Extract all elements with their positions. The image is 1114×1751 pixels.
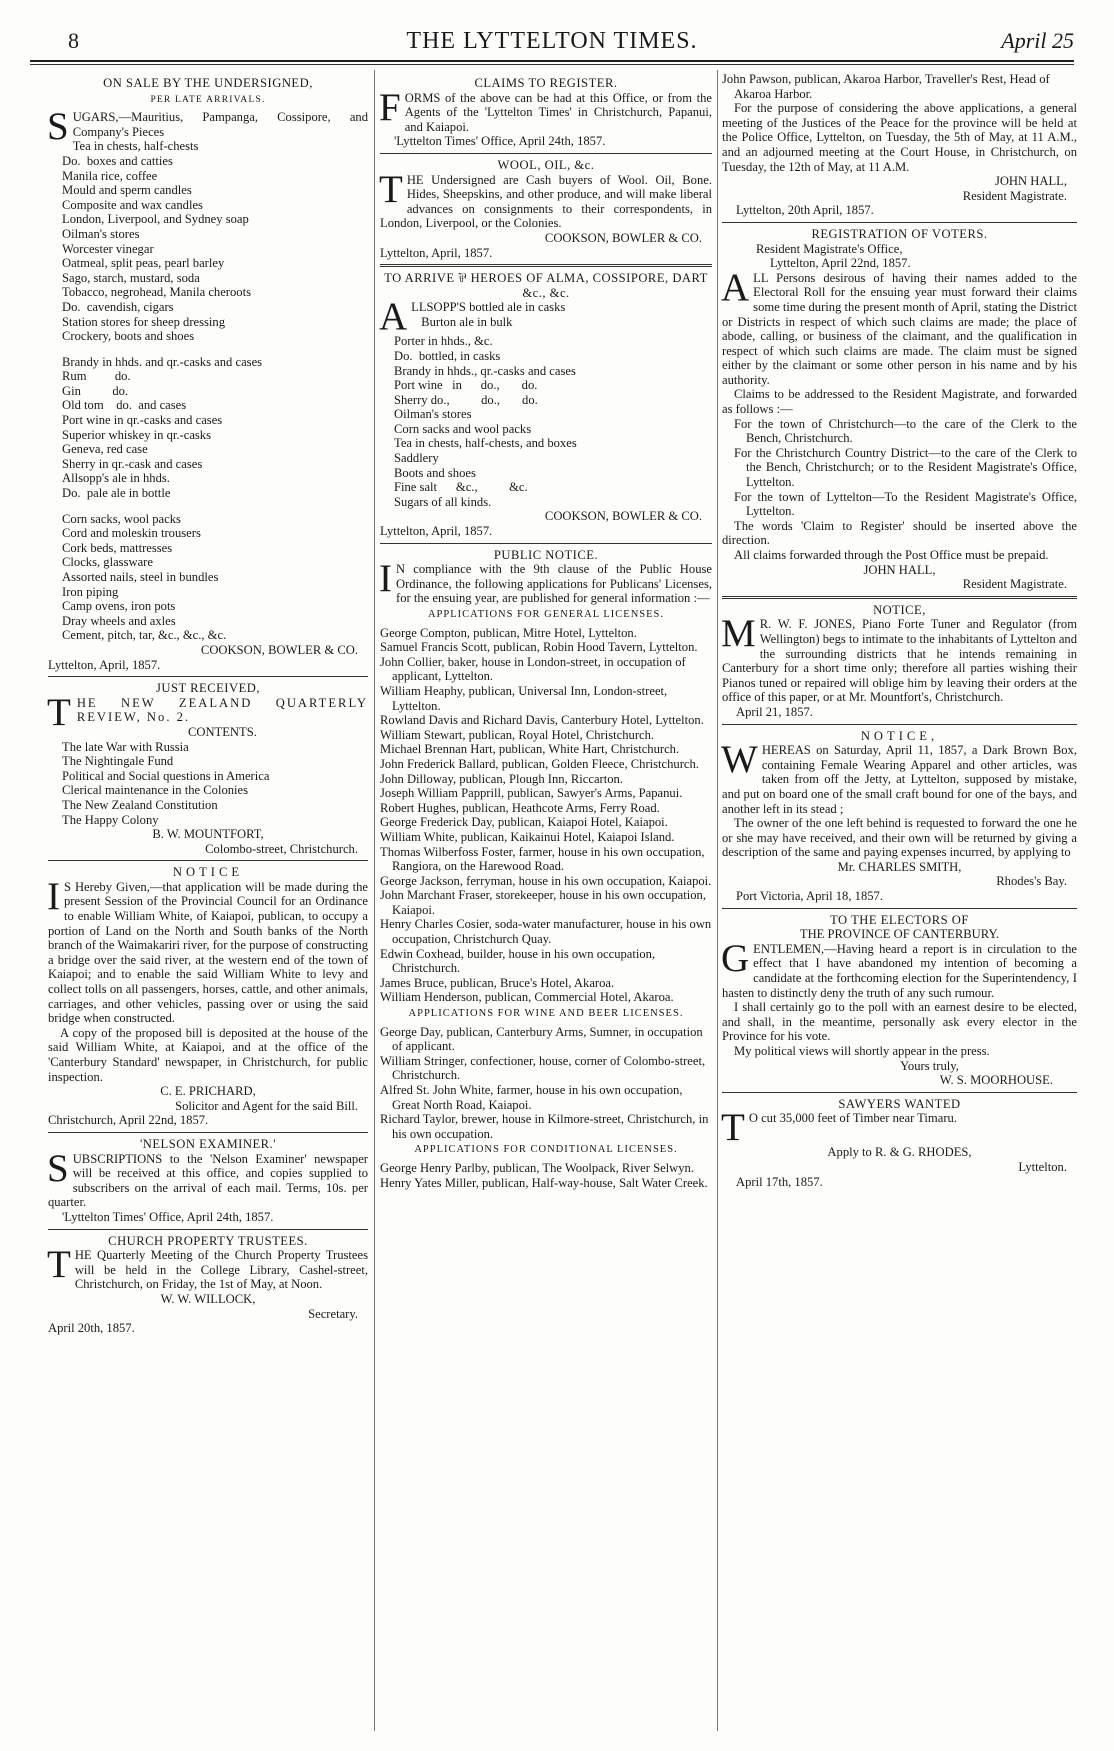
- box-signature-place: Rhodes's Bay.: [996, 874, 1067, 889]
- list-item: George Henry Parlby, publican, The Woolpack, River Selwyn.: [380, 1160, 694, 1175]
- newspaper-title: THE LYTTELTON TIMES.: [406, 28, 698, 54]
- list-item: Henry Yates Miller, publican, Half-way-house, Salt Water Creek.: [380, 1175, 708, 1190]
- arrive-items: [380, 334, 712, 509]
- church-trustees-notice: [48, 1234, 368, 1336]
- church-heading: CHURCH PROPERTY TRUSTEES.: [108, 1233, 308, 1248]
- column-rule-2: [717, 70, 718, 1731]
- list-item: William Henderson, publican, Commercial Hotel, Akaroa.: [380, 990, 674, 1005]
- review-address: Colombo-street, Christchurch.: [205, 841, 358, 856]
- list-item: Old tom do. and cases: [62, 398, 187, 413]
- list-item: Cement, pitch, tar, &c., &c., &c.: [62, 628, 227, 643]
- list-item: John Pawson, publican, Akaroa Harbor, Traveller's Rest, Head of Akaroa Harbor.: [722, 72, 1050, 101]
- list-item: Iron piping: [62, 584, 119, 599]
- electors-p3: My political views will shortly appear in the press.: [734, 1044, 990, 1058]
- review-heading: JUST RECEIVED,: [155, 681, 261, 696]
- claims-dateline: 'Lyttelton Times' Office, April 24th, 1857.: [394, 134, 606, 149]
- list-item: Mould and sperm candles: [62, 183, 192, 198]
- box-body: HEREAS on Saturday, April 11, 1857, a Dark Brown Box, containing Female Wearing Apparel and other articles, was taken from off the Jetty, at Lyttelton, supposed by mistake, and put on board one of the small craft bound for one of the bays, and another left in its stead ;: [722, 743, 1077, 816]
- list-item: Port wine in do., do.: [394, 378, 538, 393]
- list-item: William Stringer, confectioner, house, corner of Colombo-street, Christchurch.: [380, 1053, 706, 1083]
- drop-cap: A: [721, 265, 750, 309]
- drop-cap: F: [379, 85, 401, 129]
- list-item: John Dilloway, publican, Plough Inn, Riccarton.: [380, 771, 623, 786]
- wine-licenses-heading: APPLICATIONS FOR WINE AND BEER LICENSES.: [408, 1008, 684, 1020]
- box-notice: [722, 729, 1077, 904]
- list-item: Camp ovens, iron pots: [62, 599, 176, 614]
- list-item: Sherry in qr.-cask and cases: [62, 456, 203, 471]
- notice-heading: NOTICE: [172, 865, 244, 880]
- page-number: 8: [68, 28, 79, 53]
- list-item: The Nightingale Fund: [62, 754, 174, 769]
- arrive-advert: [380, 271, 712, 539]
- licenses-continuation: [722, 72, 1077, 218]
- electors-close: Yours truly,: [900, 1058, 959, 1073]
- sale-items: [48, 139, 368, 343]
- jones-heading: NOTICE,: [873, 602, 926, 617]
- drop-cap: S: [47, 105, 69, 149]
- list-item: Rowland Davis and Richard Davis, Canterbury Hotel, Lyttelton.: [380, 713, 704, 728]
- list-item: Brandy in hhds., qr.-casks and cases: [394, 363, 576, 378]
- list-item: Rum do.: [62, 369, 131, 384]
- list-item: Oilman's stores: [62, 226, 140, 241]
- voters-p2: Claims to be addressed to the Resident Magistrate, and forwarded as follows :—: [722, 387, 1077, 417]
- sale-advert: [48, 76, 368, 672]
- voters-p4: For the Christchurch Country District—to the care of the Clerk to the Bench, Christchurch; or to the Resident Magistrate's Office, Lyttelton.: [734, 445, 1077, 490]
- cont-signature: JOHN HALL,: [994, 174, 1067, 189]
- wool-signature: COOKSON, BOWLER & CO.: [544, 230, 702, 245]
- drop-cap: I: [47, 874, 60, 918]
- claims-advert: [380, 76, 712, 149]
- drop-cap: T: [379, 167, 403, 211]
- list-item: George Day, publican, Canterbury Arms, Sumner, in occupation of applicant.: [380, 1024, 703, 1054]
- voters-p6: The words 'Claim to Register' should be inserted above the direction.: [722, 518, 1077, 548]
- list-item: Tea in chests, half-chests: [72, 139, 199, 154]
- voters-p7: All claims forwarded through the Post Office must be prepaid.: [734, 548, 1049, 562]
- sawyers-advert: [722, 1097, 1077, 1189]
- arrive-first-2: Burton ale in bulk: [421, 314, 513, 329]
- list-item: Assorted nails, steel in bundles: [62, 570, 219, 584]
- voters-p3: For the town of Christchurch—to the care of the Clerk to the Bench, Christchurch.: [734, 416, 1077, 446]
- list-item: Geneva, red case: [62, 442, 148, 457]
- list-item: Robert Hughes, publican, Heathcote Arms, Ferry Road.: [380, 800, 660, 815]
- list-item: Tea in chests, half-chests, and boxes: [394, 436, 577, 451]
- sawyers-place: Lyttelton.: [1018, 1159, 1067, 1174]
- arrive-signature: COOKSON, BOWLER & CO.: [544, 509, 702, 524]
- nelson-heading: 'NELSON EXAMINER.': [140, 1136, 276, 1151]
- box-body-2: The owner of the one left behind is requested to forward the one he or she may have received, and their own will be returned by giving a description of the same and paying expenses incurred, by applying to: [722, 816, 1077, 860]
- list-item: Dray wheels and axles: [62, 613, 176, 628]
- wool-dateline: Lyttelton, April, 1857.: [380, 245, 493, 260]
- list-item: Corn sacks, wool packs: [62, 511, 181, 526]
- drop-cap: G: [721, 936, 750, 980]
- list-item: Oatmeal, split peas, pearl barley: [62, 256, 225, 271]
- list-item: John Marchant Fraser, storekeeper, house in his own occupation, Kaiapoi.: [380, 888, 706, 917]
- review-signature: B. W. MOUNTFORT,: [152, 827, 264, 842]
- voters-p5: For the town of Lyttelton—To the Resident Magistrate's Office, Lyttelton.: [734, 489, 1077, 519]
- list-item: Brandy in hhds. and qr.-casks and cases: [62, 354, 263, 369]
- list-item: Do. bottled, in casks: [394, 348, 501, 363]
- list-item: Tobacco, negrohead, Manila cheroots: [62, 285, 251, 300]
- column-1: [48, 72, 368, 1336]
- electors-signature: W. S. MOORHOUSE.: [939, 1073, 1053, 1088]
- notice-body: S Hereby Given,—that application will be made during the present Session of the Provincial Council for an Ordinance to enable William White, of Kaiapoi, publican, to occupy a portion of Land on the North and South banks of the North branch of the Waimakariri river, for the purpose of constructing a bridge over the said river, at the western end of the town of Kaiapoi; and to enable the said William White to levy and collect tolls on all passengers, horses, cattle, and other animals, carriages, and other vehicles, passing over or using the said bridge when constructed.: [48, 879, 368, 1026]
- electors-heading-2: THE PROVINCE OF CANTERBURY.: [799, 927, 1000, 942]
- box-heading: NOTICE,: [860, 728, 939, 743]
- column-rule-1: [374, 70, 375, 1731]
- list-item: Port wine in qr.-casks and cases: [62, 413, 223, 428]
- list-item: Michael Brennan Hart, publican, White Hart, Christchurch.: [380, 742, 680, 757]
- sawyers-body: O cut 35,000 feet of Timber near Timaru.: [748, 1111, 957, 1126]
- list-item: Sago, starch, mustard, soda: [62, 270, 200, 285]
- church-body: HE Quarterly Meeting of the Church Property Trustees will be held in the College Library, Cashel-street, Christchurch, on Friday, the 1st of May, at Noon.: [74, 1248, 368, 1292]
- list-item: Gin do.: [62, 383, 129, 398]
- notice-signature-role: Solicitor and Agent for the said Bill.: [175, 1098, 358, 1113]
- box-signature: Mr. CHARLES SMITH,: [837, 859, 962, 874]
- drop-cap: T: [47, 690, 73, 734]
- sale-items-spirits: [48, 355, 368, 501]
- sawyers-dateline: April 17th, 1857.: [736, 1174, 823, 1189]
- list-item: Superior whiskey in qr.-casks: [62, 427, 212, 442]
- list-item: Oilman's stores: [394, 407, 472, 422]
- column-3: [722, 72, 1077, 1189]
- sale-signature: COOKSON, BOWLER & CO.: [200, 642, 358, 657]
- list-item: Sugars of all kinds.: [394, 494, 492, 509]
- list-item: John Collier, baker, house in London-street, in occupation of applicant, Lyttelton.: [380, 654, 686, 684]
- review-advert: [48, 681, 368, 856]
- drop-cap: S: [47, 1146, 69, 1190]
- drop-cap: M: [721, 612, 756, 656]
- list-item: Boots and shoes: [394, 465, 476, 480]
- list-item: Do. boxes and catties: [62, 153, 173, 168]
- wool-advert: [380, 158, 712, 260]
- list-item: Manila rice, coffee: [62, 168, 158, 183]
- electors-body: ENTLEMEN,—Having heard a report is in circulation to the effect that I have abandoned my intention of becoming a candidate at the forthcoming election for the Superintendency, I hasten to distinctly deny the truth of any such rumour.: [722, 941, 1077, 1000]
- sawyers-apply: Apply to R. & G. RHODES,: [827, 1145, 972, 1160]
- list-item: George Jackson, ferryman, house in his own occupation, Kaiapoi.: [380, 873, 712, 888]
- general-licenses-heading: APPLICATIONS FOR GENERAL LICENSES.: [427, 609, 665, 620]
- nelson-dateline: 'Lyttelton Times' Office, April 24th, 1857.: [62, 1209, 274, 1224]
- column-2: [380, 72, 712, 1190]
- drop-cap: I: [379, 557, 392, 601]
- sale-subheading: PER LATE ARRIVALS.: [150, 94, 266, 105]
- list-item: London, Liverpool, and Sydney soap: [62, 212, 249, 227]
- public-notice: [380, 548, 712, 1191]
- masthead: [30, 28, 1074, 56]
- list-item: Sherry do., do., do.: [394, 392, 538, 407]
- general-licenses-list: [380, 626, 712, 1005]
- drop-cap: A: [379, 295, 408, 339]
- arrive-dateline: Lyttelton, April, 1857.: [380, 524, 493, 539]
- meeting-notice: For the purpose of considering the above applications, a general meeting of the Justices of the Peace for the province will be held at the Police Office, Lyttelton, on Tuesday, the 5th of May, at 11 A.M., and an adjourned meeting at the Court House, in Christchurch, on Tuesday, the 12th of May, at 11 A.M.: [722, 101, 1077, 174]
- voters-body: LL Persons desirous of having their names added to the Electoral Roll for the ensuing year must forward their claims some time during the present month of April, stating the District or Districts in respect of which such claims are made; the place of abode, calling, or business of the claimant, and the qualification in respect of which such claims are made. The claim must be signed either by the claimant or some other person in his name and by his authority.: [722, 270, 1077, 387]
- list-item: William White, publican, Kaikainui Hotel, Kaiapoi Island.: [380, 829, 675, 844]
- list-item: Clerical maintenance in the Colonies: [62, 783, 249, 798]
- electors-address: [722, 913, 1077, 1088]
- list-item: Allsopp's ale in hhds.: [62, 471, 170, 486]
- list-item: Richard Taylor, brewer, house in Kilmore-street, Christchurch, in his own occupation.: [380, 1112, 709, 1141]
- cont-signature-role: Resident Magistrate.: [962, 188, 1067, 203]
- voters-office: Resident Magistrate's Office,: [756, 241, 903, 256]
- list-item: Alfred St. John White, farmer, house in his own occupation, Great North Road, Kaiapoi.: [380, 1083, 683, 1112]
- list-item: Crockery, boots and shoes: [62, 329, 195, 344]
- list-item: George Compton, publican, Mitre Hotel, Lyttelton.: [380, 625, 637, 640]
- arrive-heading: TO ARRIVE ⅌ HEROES OF ALMA, COSSIPORE, DART &c., &c.: [384, 271, 708, 300]
- sale-items-sundries: [48, 512, 368, 643]
- list-item: John Frederick Ballard, publican, Golden Fleece, Christchurch.: [380, 756, 699, 771]
- notice-signature: C. E. PRICHARD,: [160, 1084, 256, 1099]
- drop-cap: T: [721, 1106, 745, 1150]
- drop-cap: T: [47, 1243, 71, 1287]
- arrive-first: LLSOPP'S bottled ale in casks: [411, 300, 566, 315]
- drop-cap: W: [721, 738, 758, 782]
- list-item: William Heaphy, publican, Universal Inn, London-street, Lyttelton.: [380, 683, 668, 713]
- list-item: Worcester vinegar: [62, 241, 154, 256]
- list-item: Do. cavendish, cigars: [62, 299, 174, 314]
- voters-office-date: Lyttelton, April 22nd, 1857.: [770, 256, 911, 271]
- sawyers-heading: SAWYERS WANTED: [838, 1096, 961, 1111]
- list-item: Joseph William Papprill, publican, Sawyer's Arms, Papanui.: [380, 786, 683, 801]
- review-contents: [48, 740, 368, 828]
- voters-signature: JOHN HALL,: [863, 562, 936, 577]
- wool-body: HE Undersigned are Cash buyers of Wool. Oil, Bone. Hides, Sheepskins, and other produce, and will make liberal advances on consignments to their correspondents, in London, Liverpool, or the Colonies.: [380, 172, 712, 231]
- sale-first-line: UGARS,—Mauritius, Pampanga, Cossipore, and Company's Pieces: [72, 110, 368, 139]
- list-item: George Frederick Day, publican, Kaiapoi Hotel, Kaiapoi.: [380, 815, 668, 830]
- list-item: Political and Social questions in America: [62, 768, 270, 783]
- box-dateline: Port Victoria, April 18, 1857.: [736, 889, 883, 904]
- voters-notice: [722, 227, 1077, 592]
- voters-heading: REGISTRATION OF VOTERS.: [811, 226, 988, 241]
- public-body: N compliance with the 9th clause of the Public House Ordinance, the following applications for Publicans' Licenses, for the ensuing year, are published for general information :—: [396, 562, 712, 606]
- church-dateline: April 20th, 1857.: [48, 1321, 135, 1336]
- masthead-rule-thin: [30, 64, 1074, 65]
- list-item: Edwin Coxhead, builder, house in his own occupation, Christchurch.: [380, 946, 656, 976]
- nelson-body: UBSCRIPTIONS to the 'Nelson Examiner' newspaper will be received at this office, and copies supplied to subscribers on the arrival of each mail. Terms, 10s. per quarter.: [48, 1151, 368, 1210]
- list-item: Henry Charles Cosier, soda-water manufacturer, house in his own occupation, Christchurch Quay.: [380, 917, 712, 947]
- list-item: Saddlery: [394, 451, 439, 466]
- jones-notice: [722, 603, 1077, 720]
- conditional-licenses-list: [380, 1161, 712, 1190]
- list-item: Clocks, glassware: [62, 555, 153, 570]
- claims-body: ORMS of the above can be had at this Office, or from the Agents of the 'Lyttelton Times' in Christchurch, Papanui, and Kaiapoi.: [404, 90, 712, 134]
- list-item: Do. pale ale in bottle: [62, 486, 171, 501]
- list-item: The Happy Colony: [62, 812, 159, 827]
- list-item: Porter in hhds., &c.: [394, 334, 493, 349]
- list-item: The New Zealand Constitution: [62, 797, 218, 812]
- list-item: Cord and moleskin trousers: [62, 526, 201, 541]
- list-item: Station stores for sheep dressing: [62, 314, 225, 329]
- cont-dateline: Lyttelton, 20th April, 1857.: [736, 203, 874, 218]
- claims-heading: CLAIMS TO REGISTER.: [474, 76, 618, 90]
- continued-license-list: [722, 72, 1077, 101]
- sale-heading: ON SALE BY THE UNDERSIGNED,: [103, 76, 313, 90]
- notice-body-2: A copy of the proposed bill is deposited at the house of the said William White, at Kaiapoi, and at the office of the 'Canterbury Standard' newspaper, in Christchurch, for public inspection.: [48, 1025, 368, 1084]
- list-item: Thomas Wilberfoss Foster, farmer, house in his own occupation, Rangiora, on the Harewood Road.: [380, 844, 705, 874]
- electors-p2: I shall certainly go to the poll with an earnest desire to be elected, and shall, in the meantime, personally ask every elector in the Province for his vote.: [722, 1000, 1077, 1044]
- list-item: Composite and wax candles: [62, 197, 203, 212]
- notice-dateline: Christchurch, April 22nd, 1857.: [48, 1113, 209, 1128]
- review-title: HE NEW ZEALAND QUARTERLY REVIEW, No. 2.: [76, 695, 368, 725]
- list-item: Fine salt &c., &c.: [394, 480, 528, 495]
- public-heading: PUBLIC NOTICE.: [493, 547, 599, 562]
- voters-signature-role: Resident Magistrate.: [962, 577, 1067, 592]
- jones-dateline: April 21, 1857.: [736, 704, 813, 719]
- bridge-notice: [48, 865, 368, 1128]
- list-item: Samuel Francis Scott, publican, Robin Hood Tavern, Lyttelton.: [380, 640, 698, 655]
- list-item: The late War with Russia: [62, 739, 189, 754]
- masthead-rule: [30, 60, 1074, 62]
- list-item: James Bruce, publican, Bruce's Hotel, Akaroa.: [380, 975, 615, 990]
- electors-heading: TO THE ELECTORS OF: [830, 912, 969, 927]
- sale-dateline: Lyttelton, April, 1857.: [48, 657, 161, 672]
- conditional-licenses-heading: APPLICATIONS FOR CONDITIONAL LICENSES.: [414, 1144, 678, 1156]
- list-item: Cork beds, mattresses: [62, 540, 173, 555]
- list-item: William Stewart, publican, Royal Hotel, Christchurch.: [380, 727, 655, 742]
- list-item: Corn sacks and wool packs: [394, 421, 532, 436]
- jones-body: R. W. F. JONES, Piano Forte Tuner and Regulator (from Wellington) begs to intimate to the inhabitants of Lyttelton and the surrounding districts that he intends remaining in Canterbury for a short time only; therefore all parties wishing their Pianos tuned or repaired will oblige him by leaving their orders at the office of this paper, or at Mr. Mountfort's, Christchurch.: [722, 617, 1077, 705]
- church-signature: W. W. WILLOCK,: [160, 1291, 256, 1306]
- review-contents-label: CONTENTS.: [187, 724, 257, 739]
- issue-date: April 25: [1001, 28, 1074, 53]
- church-signature-role: Secretary.: [308, 1306, 358, 1321]
- wool-heading: WOOL, OIL, &c.: [497, 157, 595, 172]
- wine-licenses-list: [380, 1025, 712, 1142]
- nelson-examiner-advert: [48, 1137, 368, 1225]
